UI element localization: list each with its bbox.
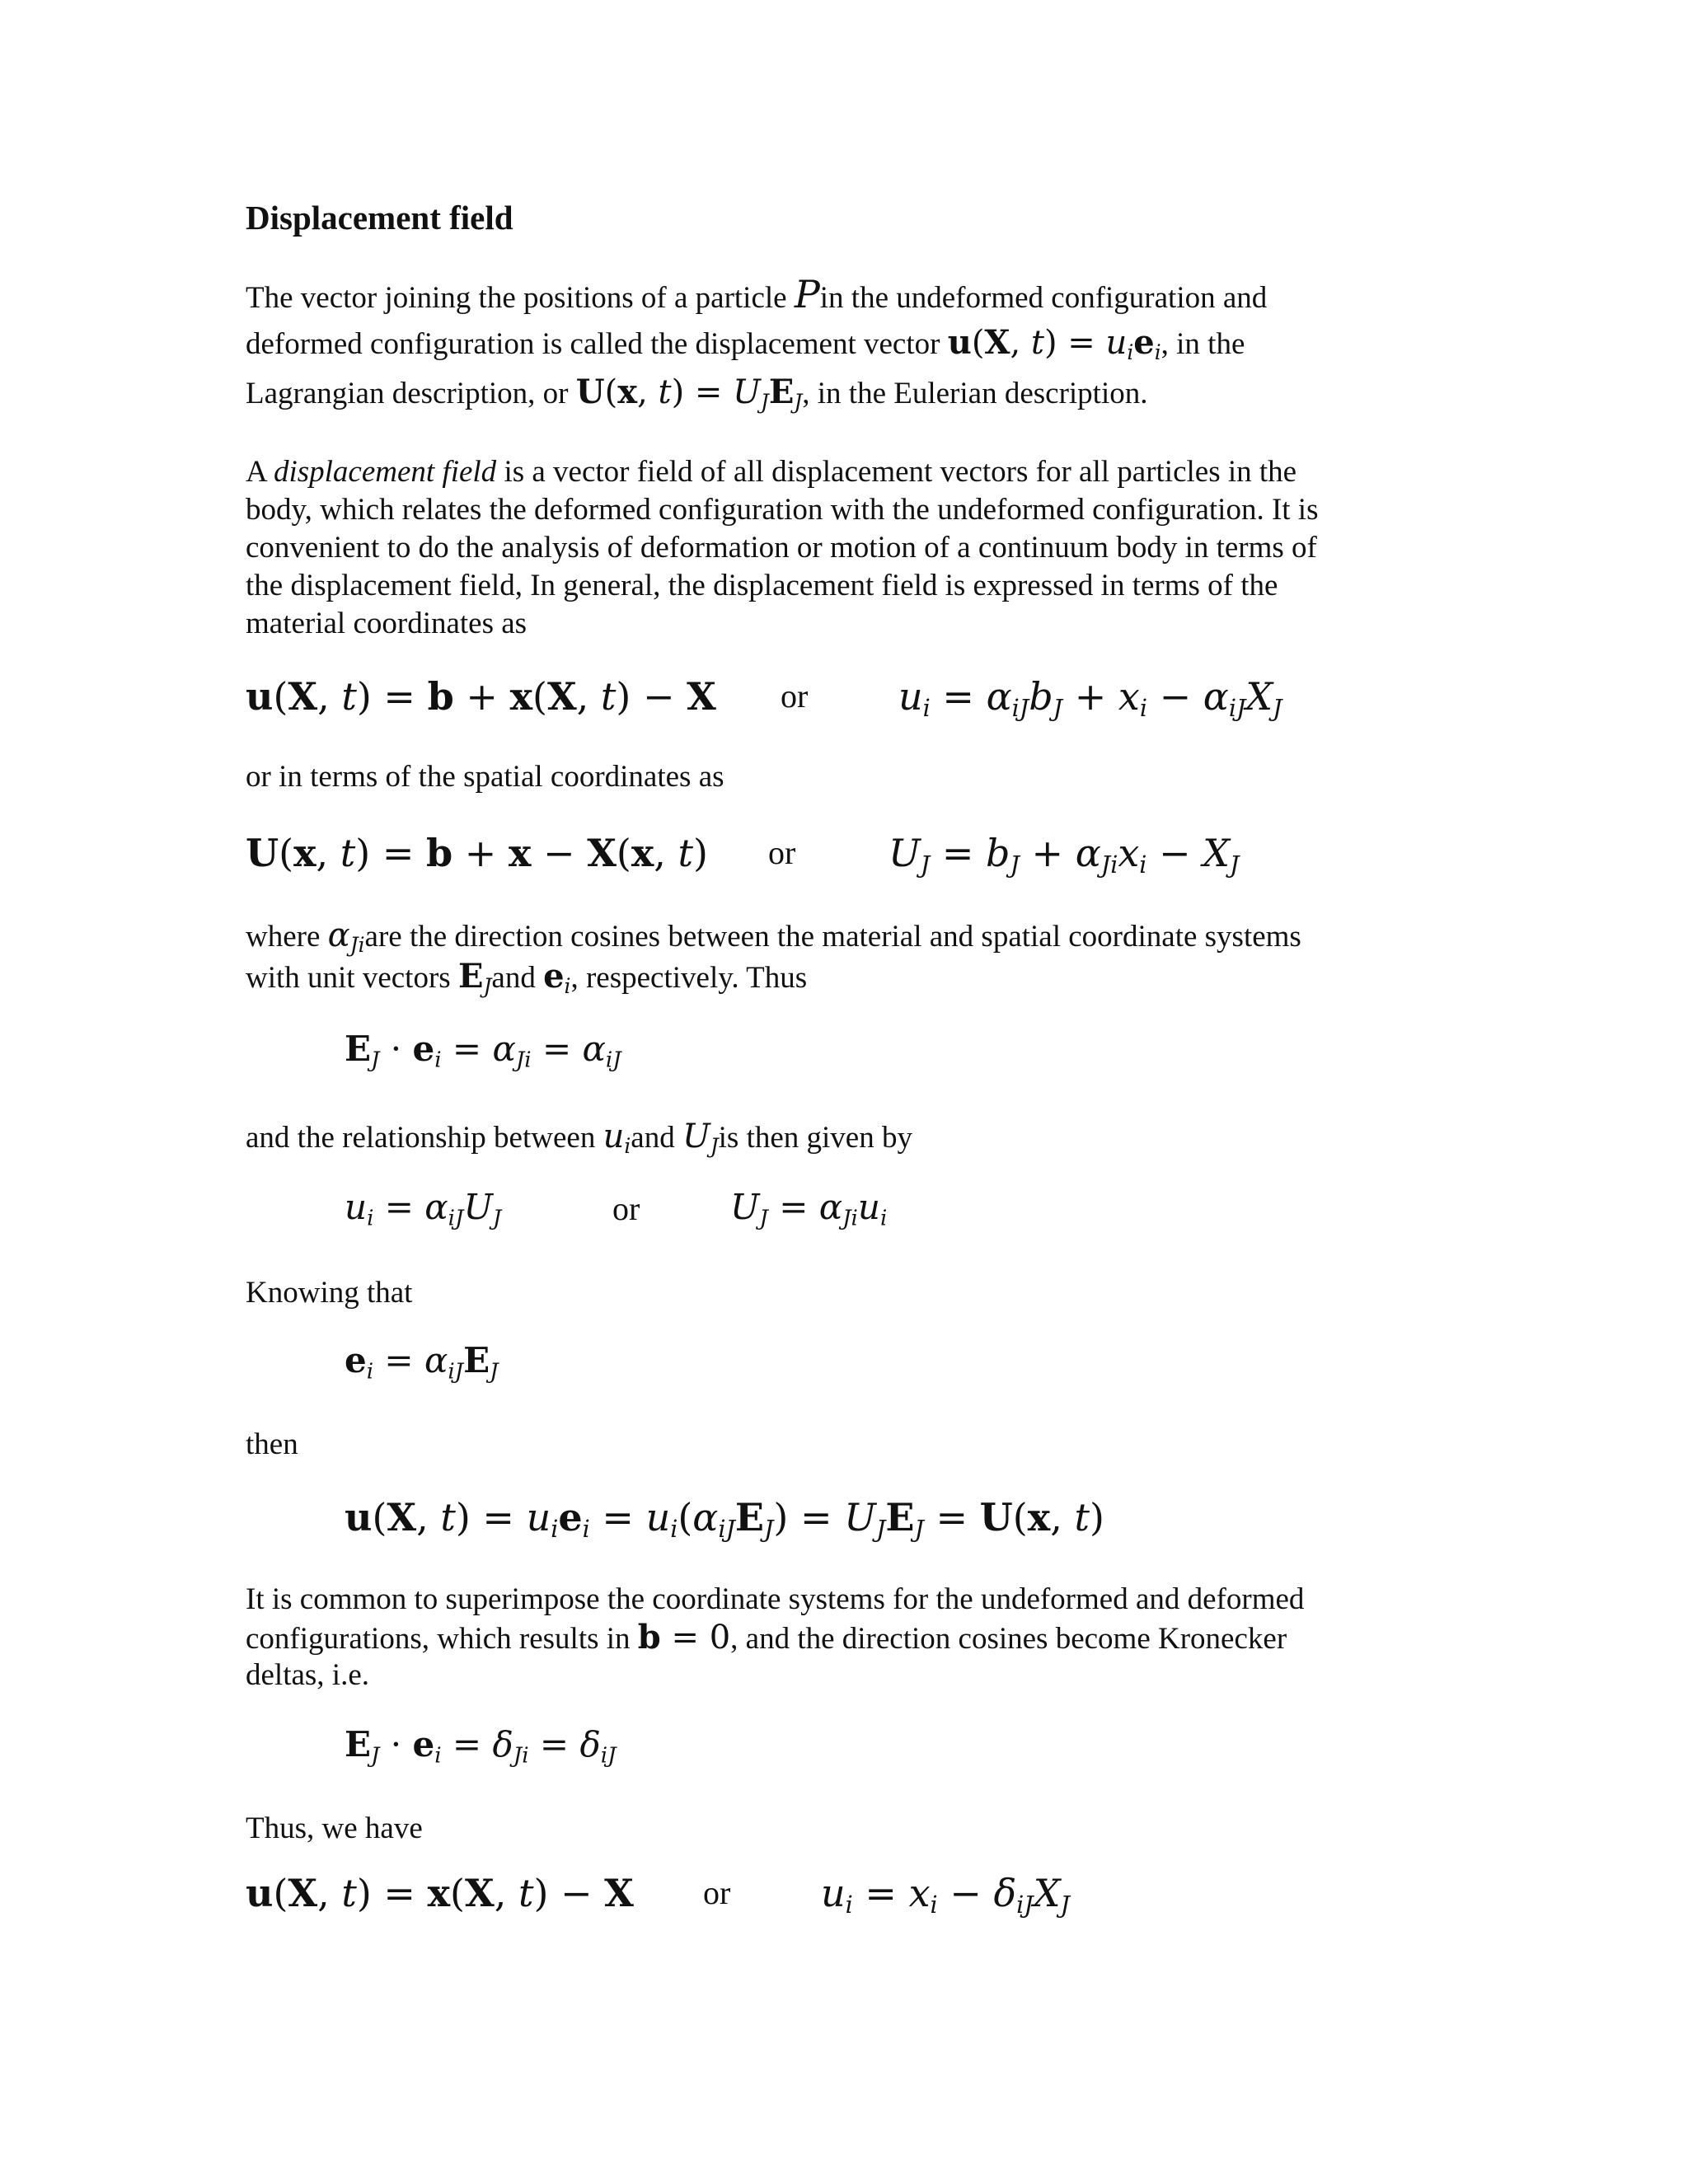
formula-alpha-Ji: $\alpha_{Ji}$: [327, 916, 365, 957]
page-title: Displacement field: [246, 199, 513, 237]
paragraph-8-line-1: It is common to superimpose the coordinate systems for the undeformed and deformed: [246, 1582, 1305, 1616]
equation-displacement-material-vector: u(X, t) = b + x(X, t) − X: [246, 674, 716, 719]
equation-basis-relation: $e_i = \alpha_{iJ}E_J$: [345, 1340, 499, 1385]
or-label: or: [768, 834, 796, 871]
paragraph-1-line-2: deformed configuration is called the displacement vector u(X, $t) = u_ie_i$, in the: [246, 323, 1245, 364]
paragraph-2-line-3: convenient to do the analysis of deformation or motion of a continuum body in terms of: [246, 531, 1317, 565]
paragraph-2-line-5: material coordinates as: [246, 607, 528, 640]
paragraph-8-line-3: deltas, i.e.: [246, 1658, 370, 1692]
paragraph-9: Thus, we have: [246, 1811, 423, 1845]
formula-E-J: $E_J$: [457, 957, 492, 998]
formula-P: P: [794, 272, 820, 316]
paragraph-5: and the relationship between $u_iand$ $U_Jis$ then given by: [246, 1118, 912, 1158]
equation-direction-cosines: $E_J \cdot e_i = \alpha_{Ji} = \alpha_{iJ}$: [345, 1029, 621, 1073]
paragraph-4-line-2: with unit vectors $E_Jand$ $e_i$, respectively. Thus: [246, 957, 808, 998]
or-label: or: [612, 1190, 640, 1227]
formula-b-equals-zero: b = 0: [637, 1618, 731, 1657]
or-label: or: [703, 1874, 731, 1911]
paragraph-3: or in terms of the spatial coordinates as: [246, 760, 724, 794]
equation-displacement-material-index: $u_i = \alpha_{iJ}b_J + x_i - \alpha_{iJ}X_J$: [898, 674, 1282, 722]
paragraph-2-line-1: A displacement field is a vector field of all displacement vectors for all particles in the: [246, 455, 1297, 489]
paragraph-8-line-2: configurations, which results in b = 0, and the direction cosines become Kronecker: [246, 1618, 1287, 1657]
paragraph-7: then: [246, 1427, 298, 1461]
formula-displacement-vector-lagrangian: u(X, $t) = u_ie_i$: [947, 323, 1161, 364]
formula-u-i: $u_i$: [603, 1118, 631, 1158]
formula-U-J: $U_J$: [682, 1118, 719, 1158]
equation-u-U-relation-1: $u_i = \alpha_{iJ}U_J$: [345, 1187, 502, 1231]
paragraph-4-line-1: where $\alpha_{Ji}are$ the direction cosines between the material and spatial coordinate systems: [246, 916, 1301, 957]
or-label: or: [781, 677, 809, 715]
equation-displacement-spatial-index: $U_J = b_J + \alpha_{Ji}x_i - X_J$: [889, 831, 1240, 879]
equation-displacement-spatial-vector: U(x, t) = b + x − X(x, t): [246, 831, 708, 875]
paragraph-2-line-2: body, which relates the deformed configuration with the undeformed configuration. It is: [246, 493, 1319, 527]
paragraph-6: Knowing that: [246, 1276, 413, 1310]
equation-final-vector: u(X, t) = x(X, t) − X: [246, 1871, 634, 1915]
equation-u-U-relation-2: $U_J = \alpha_{Ji}u_i$: [730, 1187, 888, 1231]
formula-e-i: $e_i$: [543, 957, 571, 998]
equation-displacement-equivalence: u(X, $t) = u_ie_i = u_i(\alpha_{iJ}E_J) = U_JE_J = U(x$, t): [345, 1495, 1104, 1543]
equation-final-index: $u_i = x_i - \delta_{iJ}X_J$: [821, 1871, 1070, 1919]
paragraph-1-line-3: Lagrangian description, or U(x, $t) = U_JE_J$, in the Eulerian description.: [246, 373, 1148, 414]
paragraph-2-line-4: the displacement field, In general, the displacement field is expressed in terms of the: [246, 569, 1278, 602]
formula-displacement-vector-eulerian: U(x, $t) = U_JE_J$: [575, 373, 803, 414]
paragraph-1-line-1: The vector joining the positions of a particle Pin the undeformed configuration and: [246, 272, 1268, 316]
equation-kronecker-delta: $E_J \cdot e_i = \delta_{Ji} = \delta_{iJ}$: [345, 1724, 617, 1769]
